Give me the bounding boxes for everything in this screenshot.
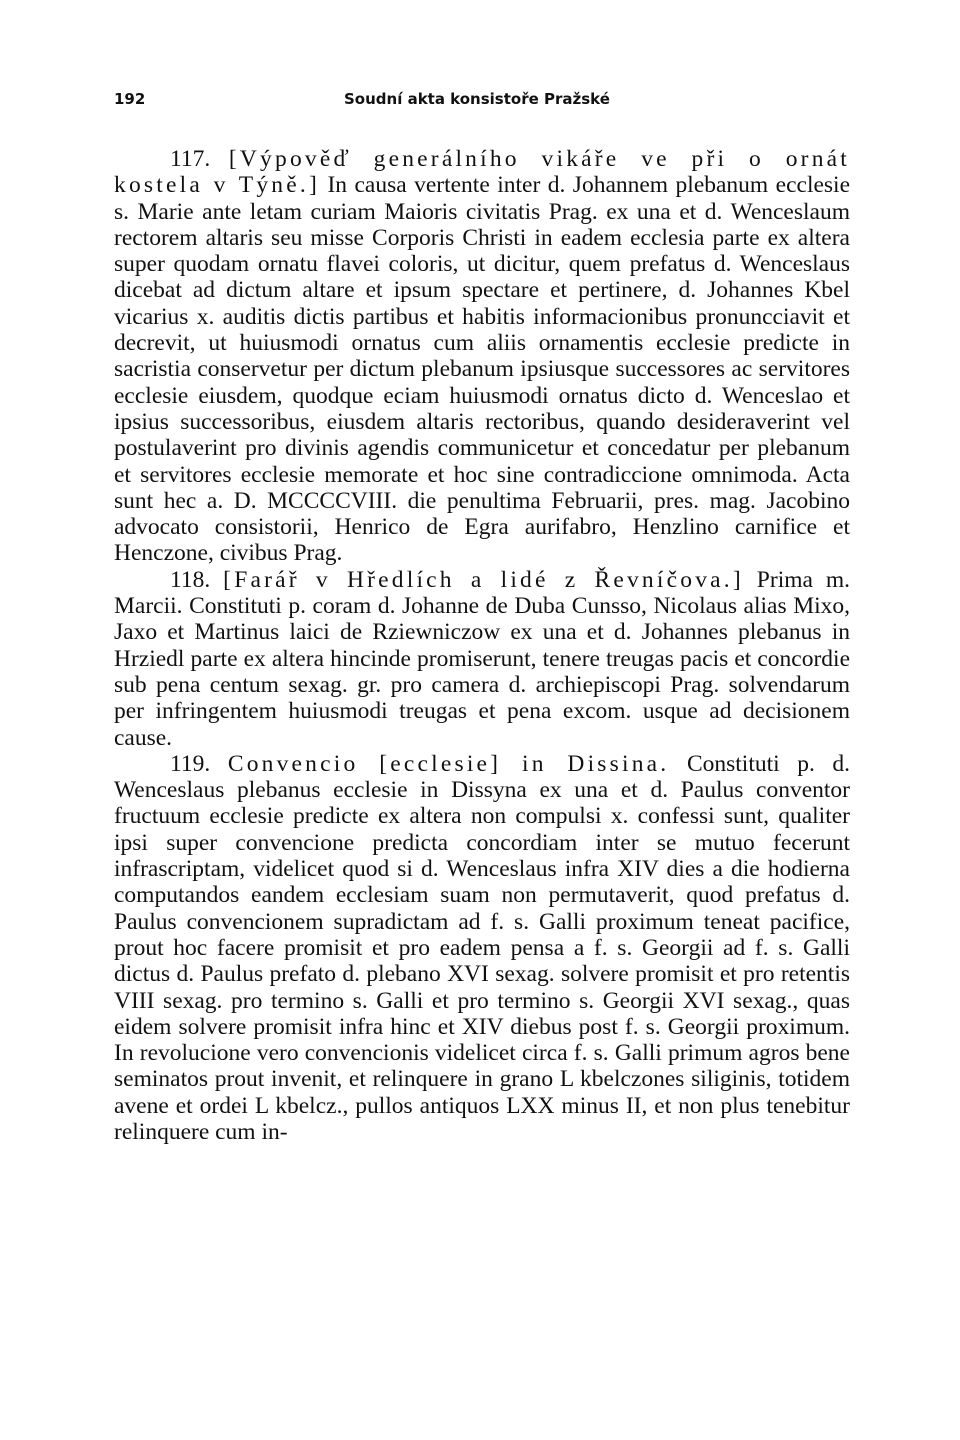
running-title: Soudní akta konsistoře Pražské [344, 90, 610, 108]
running-head [114, 90, 850, 118]
entry-117 [114, 146, 850, 567]
page-number: 192 [114, 90, 146, 108]
entry-number: 118. [170, 566, 211, 593]
entry-119 [114, 751, 850, 1145]
document-page [114, 90, 850, 1145]
entry-number: 117. [170, 146, 211, 172]
document-body [114, 146, 850, 1145]
entry-heading: [Výpověď generálního vikáře ve při o ornát kostela v Týně.] [114, 146, 851, 199]
entry-number: 119. [170, 750, 211, 777]
entry-text: Constituti p. d. Wenceslaus plebanus ecclesie in Dissyna ex una et d. Paulus conventor fructuum ecclesie predicte ex altera non compulsi x. confessi sunt, qualiter ipsi super convencione predicta concordiam inter se mutuo fecerunt infrascriptam, videlicet quod si d. Wenceslaus infra XIV dies a die hodierna computandos eandem ecclesiam suam non permutaverit, quod prefatus d. Paulus convencionem supradictam ad f. s. Galli proximum teneat pacifice, prout hoc facere promisit et pro eadem pensa a f. s. Georgii ad f. s. Galli dictus d. Paulus prefato d. plebano XVI sexag. solvere promisit et pro retentis VIII sexag. pro termino s. Galli et pro termino s. Georgii XVI sexag., quas eidem solvere promisit infra hinc et XIV diebus post f. s. Georgii proximum. In revolucione vero convencionis videlicet circa f. s. Galli primum agros bene seminatos prout invenit, et relinquere in grano L kbelczones siliginis, totidem avene et ordei L kbelcz., pullos antiquos LXX minus II, et non plus tenebitur relinquere cum in- [114, 750, 851, 1145]
entry-118 [114, 567, 850, 751]
entry-heading: Convencio [ecclesie] in Dissina. [227, 750, 670, 777]
entry-text: In causa vertente inter d. Johannem plebanum ecclesie s. Marie ante letam curiam Maioris civitatis Prag. ex una et d. Wenceslaum rectorem altaris seu misse Corporis Christi in eadem ecclesia parte ex altera super quodam ornatu flavei coloris, ut dicitur, quem prefatus d. Wenceslaus dicebat ad dictum altare et ipsum spectare et pertinere, d. Johannes Kbel vicarius x. auditis dictis partibus et habitis informacionibus pronuncciavit et decrevit, ut huiusmodi ornatus cum aliis ornamentis ecclesie predicte in sacristia conservetur per dictum plebanum ipsiusque successores ac servitores ecclesie eiusdem, quodque eciam huiusmodi ornatus dicto d. Wenceslao et ipsius successoribus, eiusdem altaris rectoribus, quando desideraverint vel postulaverint pro divinis agendis communicetur et concedatur per plebanum et servitores ecclesie memorate et hoc sine contradiccione omnimoda. Acta sunt hec a. D. MCCCCVIII. die penultima Februarii, pres. mag. Jacobino advocato consistorii, Henrico de Egra aurifabro, Henzlino carnifice et Henczone, civibus Prag. [114, 172, 851, 567]
entry-heading: [Farář v Hředlích a lidé z Řevníčova.] [223, 566, 744, 593]
entry-text: Prima m. Marcii. Constituti p. coram d. Johanne de Duba Cunsso, Nicolaus alias Mixo, Jaxo et Martinus laici de Rziewniczow ex una et d. Johannes plebanus in Hrziedl parte ex altera hincinde promiserunt, tenere treugas pacis et concordie sub pena centum sexag. gr. pro camera d. archiepiscopi Prag. solvendarum per infringentem huiusmodi treugas et pena excom. usque ad decisionem cause. [114, 566, 850, 751]
